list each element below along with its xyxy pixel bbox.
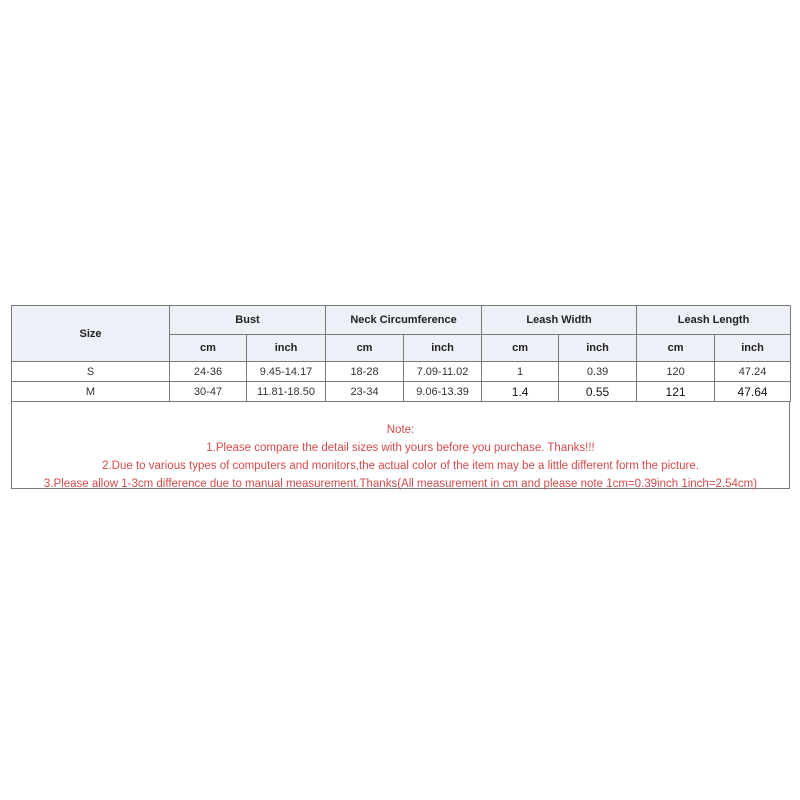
note-line: 1.Please compare the detail sizes with yours before you purchase. Thanks!!! [206,442,595,454]
table-row [12,362,791,382]
table-cell: 121 [637,382,715,402]
leash-length-header: Leash Length [637,306,791,335]
table-cell: 47.64 [715,382,791,402]
size-table [11,305,791,402]
table-cell: 23-34 [326,382,404,402]
table-cell: 1.4 [482,382,559,402]
notes-box [11,402,790,489]
table-header-row [12,306,791,335]
unit-header: cm [170,335,247,362]
table-cell: 9.45-14.17 [247,362,326,382]
unit-header: inch [559,335,637,362]
table-cell: 30-47 [170,382,247,402]
table-cell: 18-28 [326,362,404,382]
table-cell: 0.55 [559,382,637,402]
table-cell: 7.09-11.02 [404,362,482,382]
table-cell: 11.81-18.50 [247,382,326,402]
size-column-header: Size [12,306,170,362]
table-cell: 1 [482,362,559,382]
table-cell: 0.39 [559,362,637,382]
note-title: Note: [386,424,415,436]
bust-header: Bust [170,306,326,335]
table-cell: 24-36 [170,362,247,382]
unit-header: inch [247,335,326,362]
table-cell: 120 [637,362,715,382]
unit-header: cm [637,335,715,362]
table-cell: 9.06-13.39 [404,382,482,402]
neck-circumference-header: Neck Circumference [326,306,482,335]
table-row [12,382,791,402]
table-cell: 47.24 [715,362,791,382]
note-line: 3.Please allow 1-3cm difference due to manual measurement.Thanks(All measurement in cm and please note 1cm=0.39inch 1inch=2.54cm) [43,478,758,490]
size-cell: S [12,362,170,382]
unit-header: inch [715,335,791,362]
unit-header: cm [482,335,559,362]
unit-header: cm [326,335,404,362]
size-cell: M [12,382,170,402]
leash-width-header: Leash Width [482,306,637,335]
size-chart [11,305,790,489]
note-line: 2.Due to various types of computers and monitors,the actual color of the item may be a little different form the picture. [102,460,699,472]
unit-header: inch [404,335,482,362]
